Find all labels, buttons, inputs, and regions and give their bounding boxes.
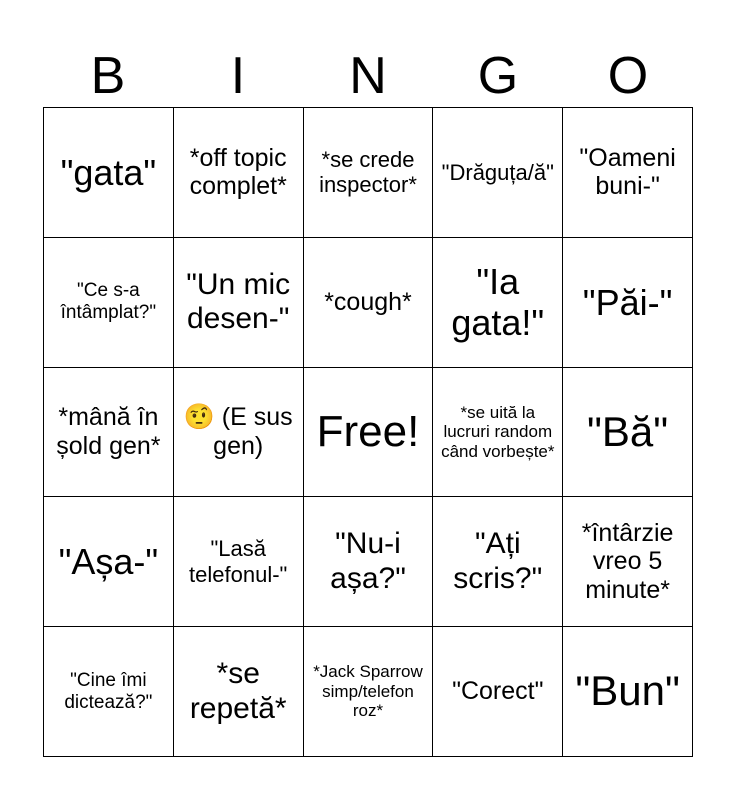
- header-letter-o: O: [607, 47, 649, 105]
- bingo-cell[interactable]: [563, 627, 693, 757]
- bingo-cell[interactable]: [433, 108, 563, 238]
- bingo-cell[interactable]: [563, 238, 693, 368]
- cell-text: *se crede inspector*: [319, 147, 417, 198]
- bingo-cell[interactable]: [44, 238, 174, 368]
- cell-text: "Ați scris?": [453, 527, 543, 595]
- cell-text: *cough*: [324, 287, 412, 316]
- cell-text: "Un mic desen-": [186, 267, 291, 336]
- bingo-cell[interactable]: [174, 497, 304, 627]
- cell-text: "Drăguța/ă": [441, 159, 554, 185]
- cell-text: "Nu-i așa?": [330, 527, 406, 595]
- header-letter-b: B: [90, 47, 126, 105]
- bingo-cell[interactable]: [433, 368, 563, 498]
- bingo-cell[interactable]: [44, 627, 174, 757]
- cell-text: *mână în șold gen*: [56, 403, 161, 460]
- bingo-grid: [43, 107, 693, 757]
- bingo-cell[interactable]: [433, 497, 563, 627]
- cell-text: "Lasă telefonul-": [189, 536, 288, 587]
- cell-text: "Oameni buni-": [579, 143, 676, 201]
- cell-text: *se uită la lucruri random când vorbește*: [441, 402, 555, 461]
- cell-text: "Așa-": [58, 541, 159, 583]
- free-space-cell[interactable]: [304, 368, 434, 498]
- cell-text: "Bun": [575, 667, 680, 715]
- cell-text: 🤨 (E sus gen): [183, 403, 293, 460]
- bingo-cell[interactable]: [174, 627, 304, 757]
- cell-text: "Ia gata!": [451, 260, 545, 344]
- cell-text: "Cine îmi dictează?": [64, 669, 153, 713]
- bingo-cell[interactable]: [433, 238, 563, 368]
- free-space-text: Free!: [316, 406, 420, 456]
- cell-text: "Ce s-a întâmplat?": [60, 280, 157, 324]
- bingo-cell[interactable]: [304, 238, 434, 368]
- bingo-cell[interactable]: [304, 108, 434, 238]
- cell-text: "Corect": [452, 677, 544, 706]
- cell-text: *se repetă*: [189, 657, 287, 725]
- cell-text: "gata": [60, 151, 157, 193]
- cell-text: *Jack Sparrow simp/telefon roz*: [313, 662, 423, 721]
- bingo-cell[interactable]: [563, 368, 693, 498]
- header-letter-n: N: [349, 47, 387, 105]
- bingo-cell[interactable]: [44, 497, 174, 627]
- bingo-cell[interactable]: [174, 238, 304, 368]
- bingo-cell[interactable]: [304, 627, 434, 757]
- bingo-cell[interactable]: [174, 108, 304, 238]
- header-letter-i: I: [230, 47, 246, 105]
- bingo-cell[interactable]: [174, 368, 304, 498]
- bingo-cell[interactable]: [433, 627, 563, 757]
- cell-text: "Păi-": [582, 281, 673, 323]
- bingo-cell[interactable]: [44, 108, 174, 238]
- cell-text: *întârzie vreo 5 minute*: [581, 518, 674, 605]
- header-letter-g: G: [477, 47, 519, 105]
- cell-text: "Bă": [586, 407, 669, 455]
- cell-text: *off topic complet*: [189, 143, 287, 201]
- bingo-header: [43, 44, 693, 108]
- bingo-cell[interactable]: [44, 368, 174, 498]
- bingo-cell[interactable]: [563, 497, 693, 627]
- bingo-cell[interactable]: [563, 108, 693, 238]
- bingo-cell[interactable]: [304, 497, 434, 627]
